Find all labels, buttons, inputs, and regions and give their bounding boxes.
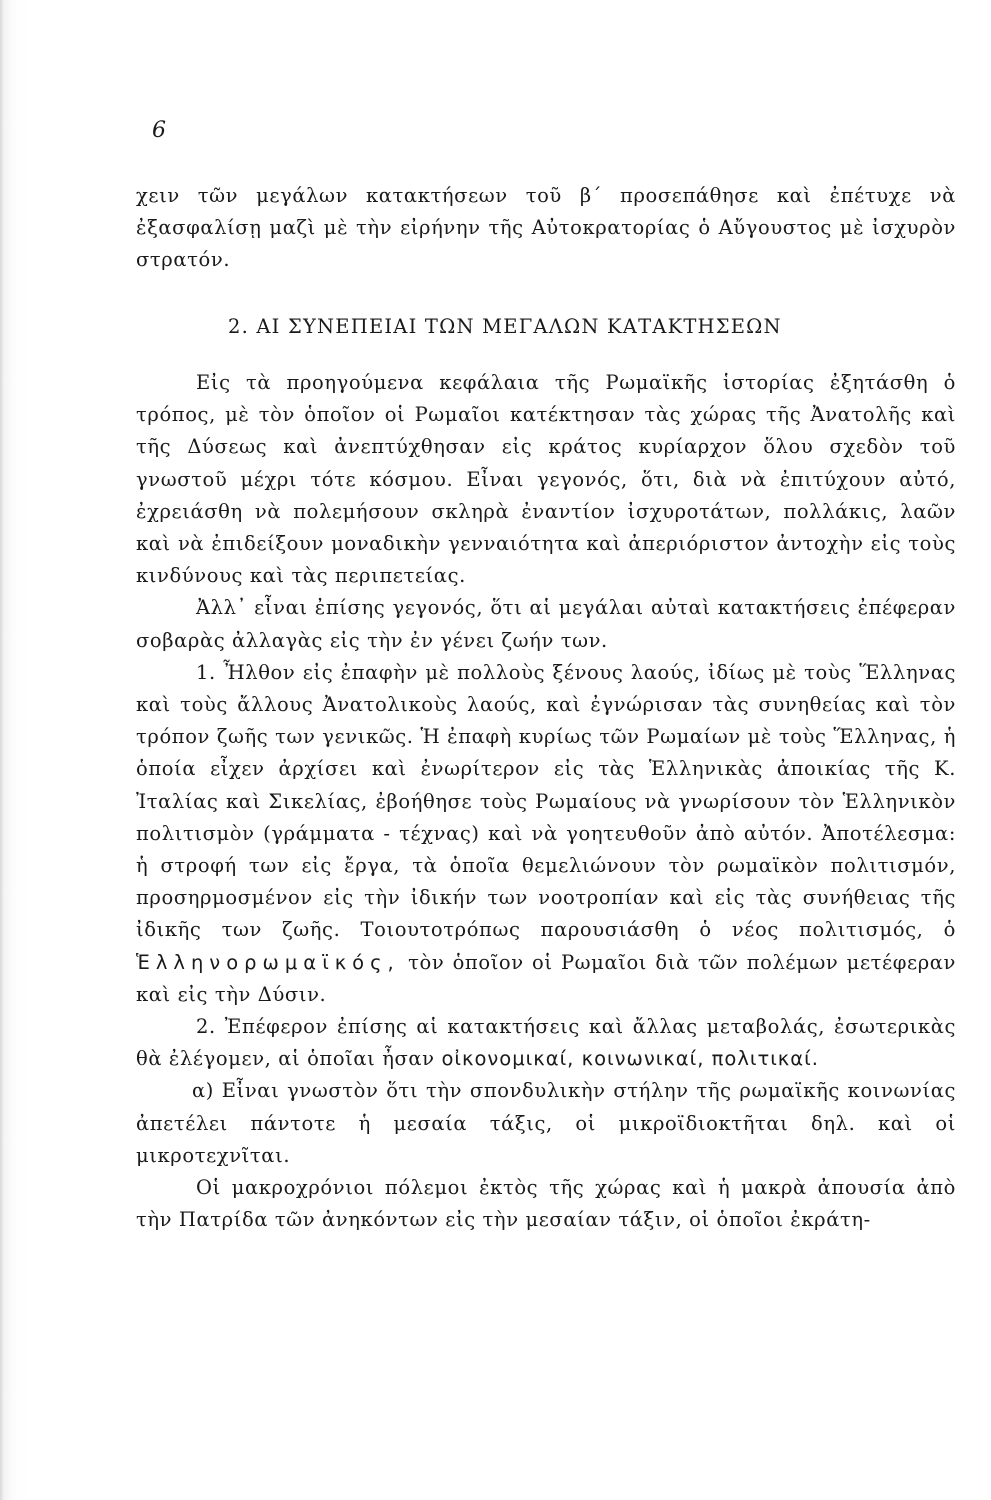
point-1-text: 1. Ἦλθον εἰς ἐπαφὴν μὲ πολλοὺς ξένους λαούς, ἰδίως μὲ τοὺς Ἕλληνας καὶ τοὺς ἄλλους Ἀνατολικοὺς λαούς, καὶ ἐγνώρισαν τὰς συνηθείας καὶ τὸν τρόπον ζωῆς των γενικῶς. Ἡ ἐπαφὴ κυρίως τῶν Ρωμαίων μὲ τοὺς Ἕλληνας, ἡ ὁποία εἶχεν ἀρχίσει καὶ ἐνωρίτερον εἰς τὰς Ἑλληνικὰς ἀποικίας τῆς Κ. Ἰταλίας καὶ Σικελίας, ἐβοήθησε τοὺς Ρωμαίους νὰ γνωρίσουν τὸν Ἑλληνικὸν πολιτισμὸν (γράμματα - τέχνας) καὶ νὰ γοητευθοῦν ἀπὸ αὐτόν. Ἀποτέλεσμα: ἡ στροφή των εἰς ἔργα, τὰ ὁποῖα θεμελιώνουν τὸν ρωμαϊκὸν πολιτισμόν, προσηρμοσμένον εἰς τὴν ἰδικήν των νοοτροπίαν καὶ εἰς τὰς συνήθειας τῆς ἰδικῆς των ζωῆς. Τοιουτοτρόπως παρουσιάσθη ὁ νέος πολιτισμός, ὁ: [136, 660, 956, 942]
point-2-sans-terms: οἰκονομικαί, κοινωνικαί, πολιτικαί.: [441, 1047, 819, 1071]
paragraph-intro: Εἰς τὰ προηγούμενα κεφάλαια τῆς Ρωμαϊκῆς ἱστορίας ἐξητάσθη ὁ τρόπος, μὲ τὸν ὁποῖον οἱ Ρωμαῖοι κατέκτησαν τὰς χώρας τῆς Ἀνατολῆς καὶ τῆς Δύσεως καὶ ἀνεπτύχθησαν εἰς κράτος κυρίαρχον ὅλου σχεδὸν τοῦ γνωστοῦ μέχρι τότε κόσμου. Εἶναι γεγονός, ὅτι, διὰ νὰ ἐπιτύχουν αὐτό, ἐχρειάσθη νὰ πολεμήσουν σκληρὰ ἐναντίον ἰσχυροτάτων, πολλάκις, λαῶν καὶ νὰ ἐπιδείξουν μοναδικὴν γενναιότητα καὶ ἀπεριόριστον ἀντοχὴν εἰς τοὺς κινδύνους καὶ τὰς περιπετείας.: [136, 371, 956, 588]
paragraph-final: Οἱ μακροχρόνιοι πόλεμοι ἐκτὸς τῆς χώρας καὶ ἡ μακρὰ ἀπουσία ἀπὸ τὴν Πατρίδα τῶν ἀνηκόντων εἰς τὴν μεσαίαν τάξιν, οἱ ὁποῖοι ἐκράτη-: [136, 1176, 956, 1232]
paragraph-point-2: [136, 1011, 956, 1075]
paragraph-point-1: [136, 657, 956, 1011]
body-text-block: [136, 367, 956, 1236]
section-heading: 2. ΑΙ ΣΥΝΕΠΕΙΑΙ ΤΩΝ ΜΕΓΑΛΩΝ ΚΑΤΑΚΤΗΣΕΩΝ: [228, 315, 782, 338]
point-2-text: 2. Ἐπέφερον ἐπίσης αἱ κατακτήσεις καὶ ἄλλας μεταβολάς, ἐσωτερικὰς θὰ ἐλέγομεν, αἱ ὁποῖαι ἦσαν: [136, 1015, 956, 1071]
page-number: 6: [152, 118, 166, 143]
point-1-text-end: τὸν ὁποῖον οἱ Ρωμαῖοι διὰ τῶν πολέμων μετέφεραν καὶ εἰς τὴν Δύσιν.: [136, 950, 956, 1006]
top-paragraph: χειν τῶν μεγάλων κατακτήσεων τοῦ β΄ προσεπάθησε καὶ ἐπέτυχε νὰ ἐξασφαλίσῃ μαζὶ μὲ τὴν εἰρήνην τῆς Αὐτοκρατορίας ὁ Αὔγουστος μὲ ἰσχυρὸν στρατόν.: [136, 184, 956, 272]
top-paragraph-block: [136, 180, 956, 277]
spaced-term: Ἑλληνορωμαϊκός,: [136, 950, 400, 974]
paragraph-subpoint-a: α) Εἶναι γνωστὸν ὅτι τὴν σπονδυλικὴν στήλην τῆς ρωμαϊκῆς κοινωνίας ἀπετέλει πάντοτε ἡ μεσαία τάξις, οἱ μικροϊδιοκτῆται δηλ. καὶ οἱ μικροτεχνῖται.: [136, 1079, 956, 1167]
paragraph-consequences: Ἀλλ᾽ εἶναι ἐπίσης γεγονός, ὅτι αἱ μεγάλαι αὐταὶ κατακτήσεις ἐπέφεραν σοβαρὰς ἀλλαγὰς εἰς τὴν ἐν γένει ζωήν των.: [136, 596, 956, 652]
